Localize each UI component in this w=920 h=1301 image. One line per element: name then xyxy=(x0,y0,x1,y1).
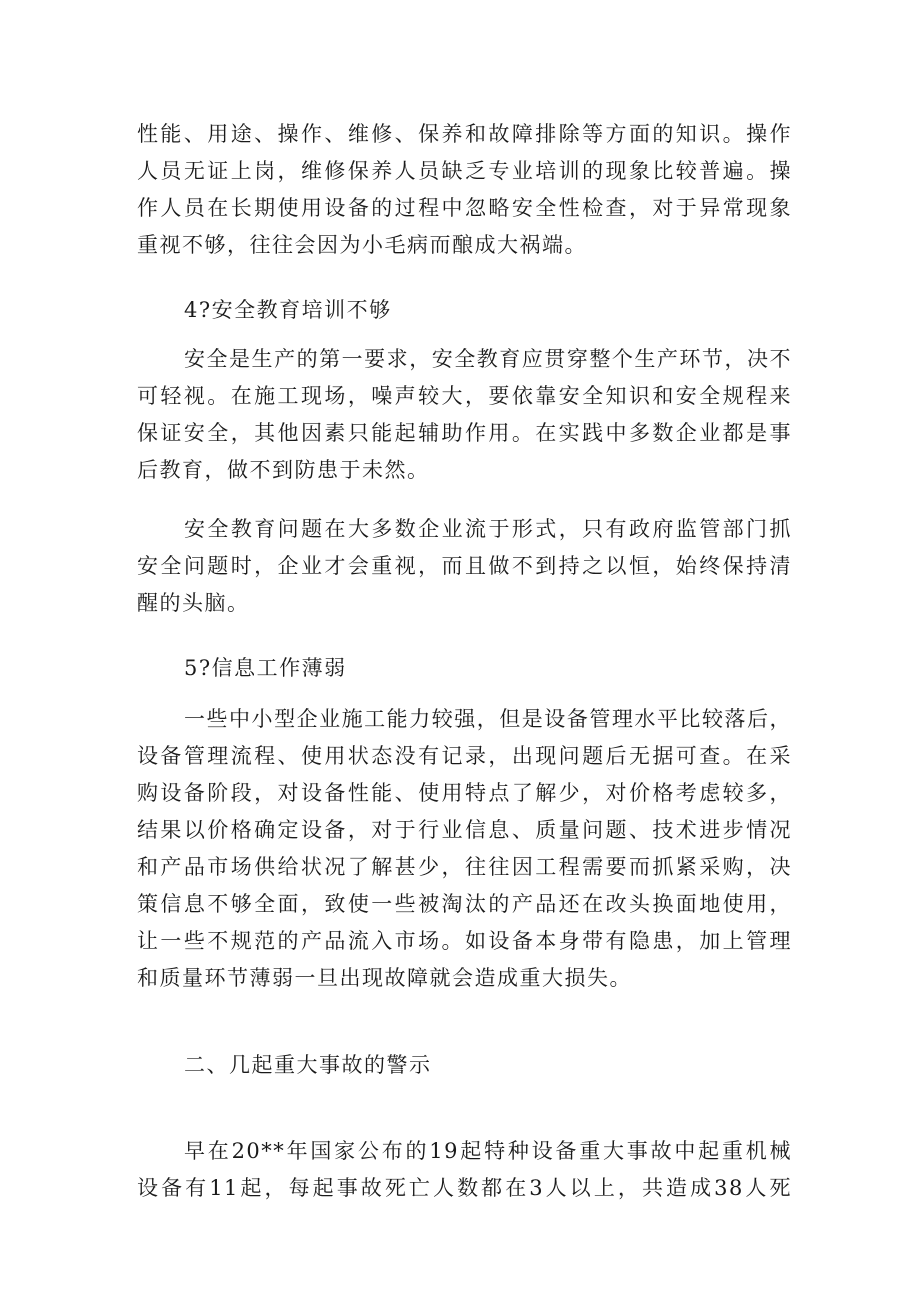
text-line: 结果以价格确定设备，对于行业信息、质量问题、技术进步情况 xyxy=(137,818,792,842)
text-line: 可轻视。在施工现场，噪声较大，要依靠安全知识和安全规程来 xyxy=(137,384,792,408)
text-line: 早在20**年国家公布的19起特种设备重大事故中起重机械 xyxy=(184,1139,792,1163)
text-line: 安全问题时，企业才会重视，而且做不到持之以恒，始终保持清 xyxy=(137,554,792,578)
section-heading-4: 4?安全教育培训不够 xyxy=(184,298,392,322)
section-heading-5: 5?信息工作薄弱 xyxy=(184,656,347,680)
text-line: 醒的头脑。 xyxy=(137,591,250,615)
text-line: 设备有11起，每起事故死亡人数都在3人以上，共造成38人死 xyxy=(137,1176,792,1200)
text-line: 设备管理流程、使用状态没有记录，出现问题后无据可查。在采 xyxy=(137,744,792,768)
text-line: 安全教育问题在大多数企业流于形式，只有政府监管部门抓 xyxy=(184,517,792,541)
text-line: 作人员在长期使用设备的过程中忽略安全性检查，对于异常现象 xyxy=(137,196,792,220)
text-line: 和质量环节薄弱一旦出现故障就会造成重大损失。 xyxy=(137,966,632,990)
paragraph-equipment-knowledge xyxy=(137,116,792,264)
text-line: 让一些不规范的产品流入市场。如设备本身带有隐患，加上管理 xyxy=(137,929,792,953)
text-line: 人员无证上岗，维修保养人员缺乏专业培训的现象比较普遍。操 xyxy=(137,159,792,183)
paragraph-accident-warning xyxy=(137,1133,792,1207)
paragraph-information-work xyxy=(137,701,792,997)
text-line: 后教育，做不到防患于未然。 xyxy=(137,458,430,482)
text-line: 购设备阶段，对设备性能、使用特点了解少，对价格考虑较多， xyxy=(137,781,792,805)
text-line: 保证安全，其他因素只能起辅助作用。在实践中多数企业都是事 xyxy=(137,421,792,445)
text-line: 策信息不够全面，致使一些被淘汰的产品还在改头换面地使用， xyxy=(137,892,792,916)
section-heading-2: 二、几起重大事故的警示 xyxy=(184,1053,432,1077)
text-line: 安全是生产的第一要求，安全教育应贯穿整个生产环节，决不 xyxy=(184,347,792,371)
text-line: 一些中小型企业施工能力较强，但是设备管理水平比较落后， xyxy=(184,707,792,731)
text-line: 重视不够，往往会因为小毛病而酿成大祸端。 xyxy=(137,233,587,257)
paragraph-safety-first xyxy=(137,341,792,489)
text-line: 和产品市场供给状况了解甚少，往往因工程需要而抓紧采购，决 xyxy=(137,855,792,879)
paragraph-safety-formality xyxy=(137,511,792,622)
text-line: 性能、用途、操作、维修、保养和故障排除等方面的知识。操作 xyxy=(137,122,792,146)
